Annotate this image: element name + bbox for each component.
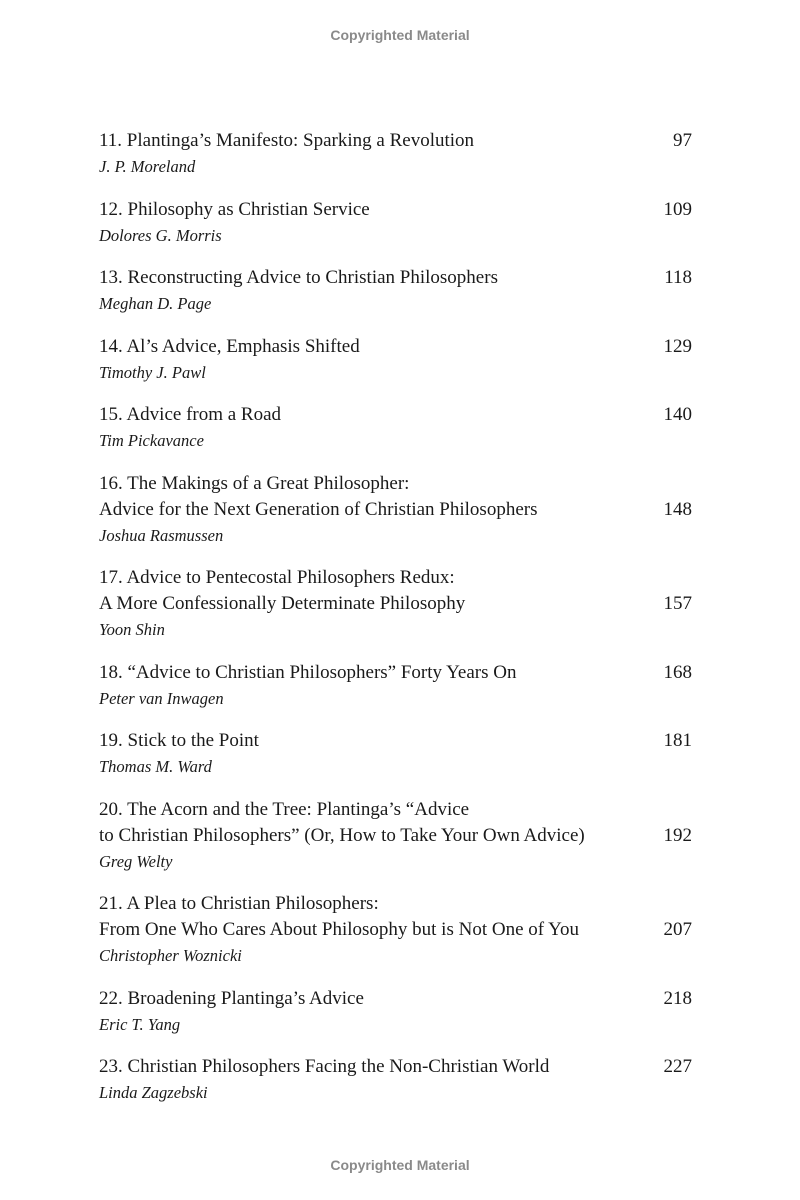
page-number: 97 bbox=[673, 130, 692, 151]
toc-entry-row bbox=[99, 334, 692, 360]
chapter-title-line: A More Confessionally Determinate Philosophy bbox=[99, 593, 466, 614]
page-number: 109 bbox=[663, 198, 692, 220]
page-number: 140 bbox=[663, 404, 692, 425]
chapter-title bbox=[99, 197, 370, 223]
toc-entry bbox=[99, 128, 692, 180]
chapter-author: Meghan D. Page bbox=[99, 294, 212, 313]
copyright-footer: Copyrighted Material bbox=[330, 1157, 470, 1173]
chapter-title bbox=[99, 986, 364, 1012]
chapter-title bbox=[99, 891, 579, 943]
chapter-author: Tim Pickavance bbox=[99, 431, 204, 450]
chapter-title bbox=[99, 660, 516, 686]
chapter-author: Christopher Woznicki bbox=[99, 946, 242, 965]
chapter-author: Linda Zagzebski bbox=[99, 1083, 208, 1102]
toc-entry bbox=[99, 797, 692, 875]
chapter-title-line: 20. The Acorn and the Tree: Plantinga’s “Advice bbox=[99, 798, 470, 820]
page-number: 168 bbox=[663, 661, 692, 683]
chapter-author: Greg Welty bbox=[99, 851, 173, 871]
page-number: 148 bbox=[663, 498, 692, 520]
toc-entry bbox=[99, 471, 692, 549]
chapter-title-line: 18. “Advice to Christian Philosophers” Forty Years On bbox=[99, 661, 517, 683]
toc-entry bbox=[99, 660, 692, 712]
page-number: 192 bbox=[663, 824, 692, 846]
toc-entry-row bbox=[99, 471, 692, 523]
chapter-author: Peter van Inwagen bbox=[99, 688, 224, 708]
toc-entry-row bbox=[99, 197, 692, 223]
chapter-title bbox=[99, 334, 360, 360]
chapter-title-line: 17. Advice to Pentecostal Philosophers Redux: bbox=[99, 567, 455, 588]
chapter-title-line: Advice for the Next Generation of Christian Philosophers bbox=[99, 498, 538, 520]
toc-entry-row bbox=[99, 660, 692, 686]
chapter-title-line: 22. Broadening Plantinga’s Advice bbox=[99, 987, 364, 1009]
toc-entry bbox=[99, 565, 692, 643]
chapter-title-line: 19. Stick to the Point bbox=[99, 730, 259, 751]
toc-entry bbox=[99, 197, 692, 249]
chapter-title-line: 13. Reconstructing Advice to Christian Philosophers bbox=[99, 267, 498, 288]
chapter-author: Thomas M. Ward bbox=[99, 757, 212, 776]
page-number: 227 bbox=[663, 1056, 692, 1077]
toc-entry-row bbox=[99, 728, 692, 754]
toc-entry-row bbox=[99, 797, 692, 849]
toc-entry-row bbox=[99, 402, 692, 428]
page-number: 118 bbox=[664, 267, 692, 288]
chapter-author: Timothy J. Pawl bbox=[99, 362, 206, 382]
chapter-title bbox=[99, 1054, 549, 1080]
chapter-author: J. P. Moreland bbox=[99, 157, 196, 176]
chapter-title-line: 11. Plantinga’s Manifesto: Sparking a Revolution bbox=[99, 130, 475, 151]
chapter-title bbox=[99, 128, 474, 154]
toc-entry bbox=[99, 891, 692, 969]
chapter-title-line: 12. Philosophy as Christian Service bbox=[99, 198, 370, 220]
chapter-title-line: From One Who Cares About Philosophy but is Not One of You bbox=[99, 919, 579, 940]
toc-entry bbox=[99, 728, 692, 780]
chapter-title bbox=[99, 265, 498, 291]
toc-entry-row bbox=[99, 565, 692, 617]
page-number: 157 bbox=[663, 593, 692, 614]
chapter-author: Yoon Shin bbox=[99, 620, 165, 639]
chapter-title bbox=[99, 565, 465, 617]
chapter-title bbox=[99, 797, 585, 849]
chapter-title-line: 23. Christian Philosophers Facing the Non-Christian World bbox=[99, 1056, 550, 1077]
chapter-title bbox=[99, 402, 281, 428]
chapter-title-line: 14. Al’s Advice, Emphasis Shifted bbox=[99, 335, 360, 357]
toc-entry bbox=[99, 1054, 692, 1106]
page-number: 207 bbox=[663, 919, 692, 940]
chapter-title bbox=[99, 471, 537, 523]
toc-entry-row bbox=[99, 1054, 692, 1080]
chapter-title bbox=[99, 728, 259, 754]
toc-entry bbox=[99, 334, 692, 386]
chapter-author: Joshua Rasmussen bbox=[99, 525, 224, 545]
chapter-title-line: 15. Advice from a Road bbox=[99, 404, 282, 425]
chapter-title-line: to Christian Philosophers” (Or, How to Take Your Own Advice) bbox=[99, 824, 585, 846]
chapter-author: Dolores G. Morris bbox=[99, 225, 222, 245]
table-of-contents bbox=[99, 128, 692, 1123]
copyright-header: Copyrighted Material bbox=[330, 27, 470, 43]
chapter-author: Eric T. Yang bbox=[99, 1014, 181, 1034]
toc-entry-row bbox=[99, 986, 692, 1012]
toc-entry-row bbox=[99, 265, 692, 291]
toc-entry bbox=[99, 986, 692, 1038]
toc-entry-row bbox=[99, 891, 692, 943]
page-number: 181 bbox=[663, 730, 692, 751]
toc-entry-row bbox=[99, 128, 692, 154]
chapter-title-line: 21. A Plea to Christian Philosophers: bbox=[99, 893, 379, 914]
chapter-title-line: 16. The Makings of a Great Philosopher: bbox=[99, 472, 410, 494]
toc-entry bbox=[99, 402, 692, 454]
toc-entry bbox=[99, 265, 692, 317]
page-number: 218 bbox=[663, 987, 692, 1009]
page-number: 129 bbox=[663, 335, 692, 357]
